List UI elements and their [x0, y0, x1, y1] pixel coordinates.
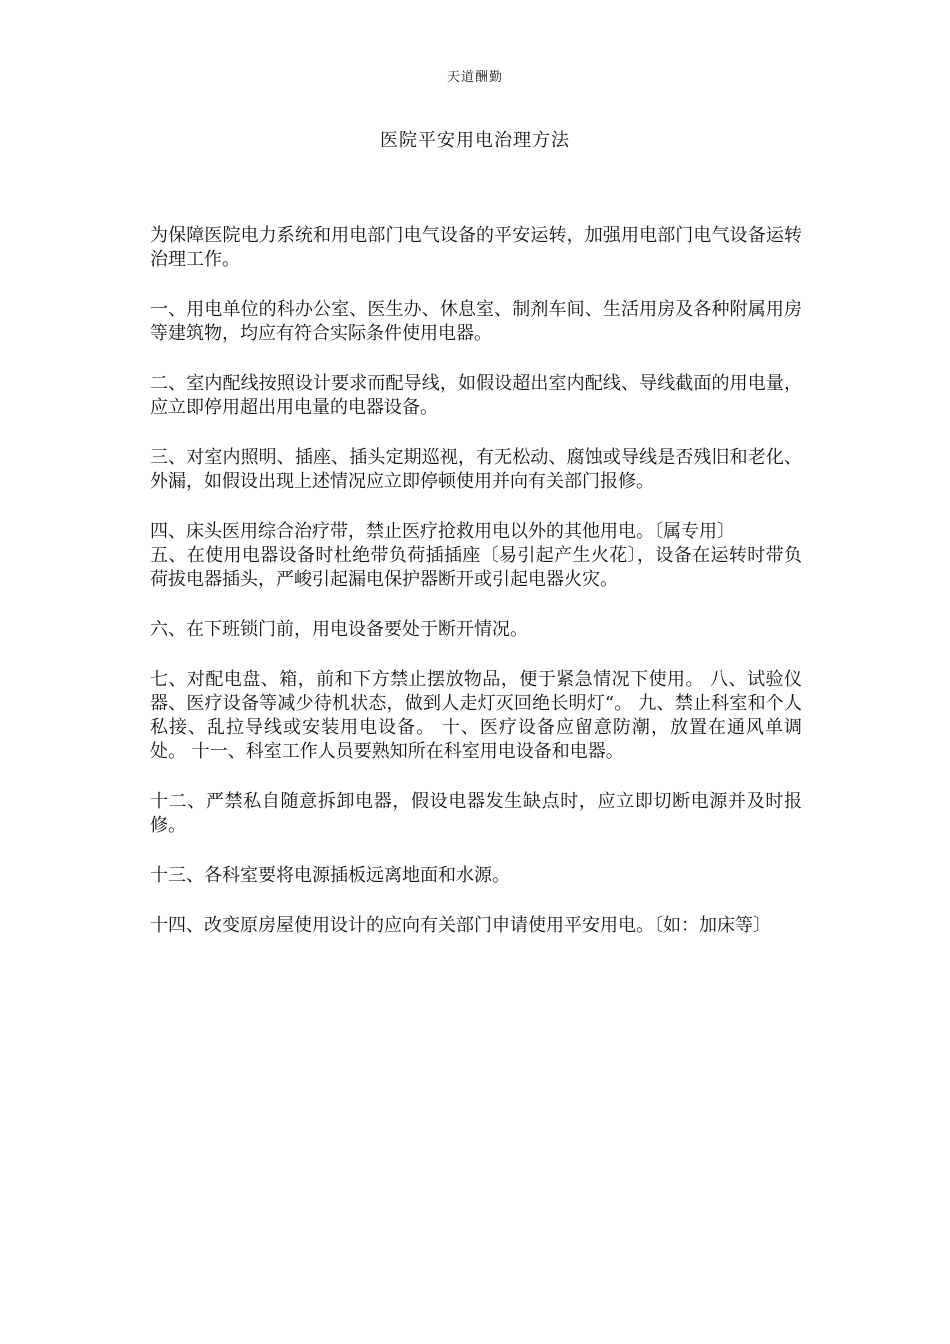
document-body — [150, 224, 802, 964]
paragraph-item-13: 十三、各科室要将电源插板远离地面和水源。 — [150, 865, 510, 886]
paragraph-item-6: 六、在下班锁门前，用电设备要处于断开情况。 — [150, 619, 528, 640]
paragraph-item-14: 十四、改变原房屋使用设计的应向有关部门申请使用平安用电。〔如：加床等〕 — [150, 915, 771, 936]
paragraph-item-3: 三、对室内照明、插座、插头定期巡视，有无松动、腐蚀或导线是否残旧和老化、外漏，如假设出现上述情况应立即停顿使用并向有关部门报修。 — [150, 447, 802, 492]
paragraph-item-5: 五、在使用电器设备时杜绝带负荷插插座〔易引起产生火花〕，设备在运转时带负荷拔电器插头，严峻引起漏电保护器断开或引起电器火灾。 — [150, 545, 802, 590]
paragraph-item-4: 四、床头医用综合治疗带，禁止医疗抢救用电以外的其他用电。〔属专用〕 — [150, 521, 735, 542]
page-header: 天道酬勤 — [446, 70, 503, 85]
paragraph-item-2: 二、室内配线按照设计要求而配导线，如假设超出室内配线、导线截面的用电量，应立即停用超出用电量的电器设备。 — [150, 373, 802, 418]
paragraph-item-7-11: 七、对配电盘、箱，前和下方禁止摆放物品，便于紧急情况下使用。 八、试验仪器、医疗设备等减少待机状态，做到人走灯灭回绝长明灯“。 九、禁止科室和个人私接、乱拉导线或安装用电设备。 十、医疗设备应留意防潮，放置在通风单调处。 十一、科室工作人员要熟知所在科室用电设备和电器。 — [150, 669, 802, 762]
document-title: 医院平安用电治理方法 — [380, 130, 570, 151]
paragraph-intro: 为保障医院电力系统和用电部门电气设备的平安运转，加强用电部门电气设备运转治理工作。 — [150, 225, 802, 270]
paragraph-item-12: 十二、严禁私自随意拆卸电器，假设电器发生缺点时，应立即切断电源并及时报修。 — [150, 791, 802, 836]
paragraph-item-1: 一、用电单位的科办公室、医生办、休息室、制剂车间、生活用房及各种附属用房等建筑物，均应有符合实际条件使用电器。 — [150, 299, 802, 344]
